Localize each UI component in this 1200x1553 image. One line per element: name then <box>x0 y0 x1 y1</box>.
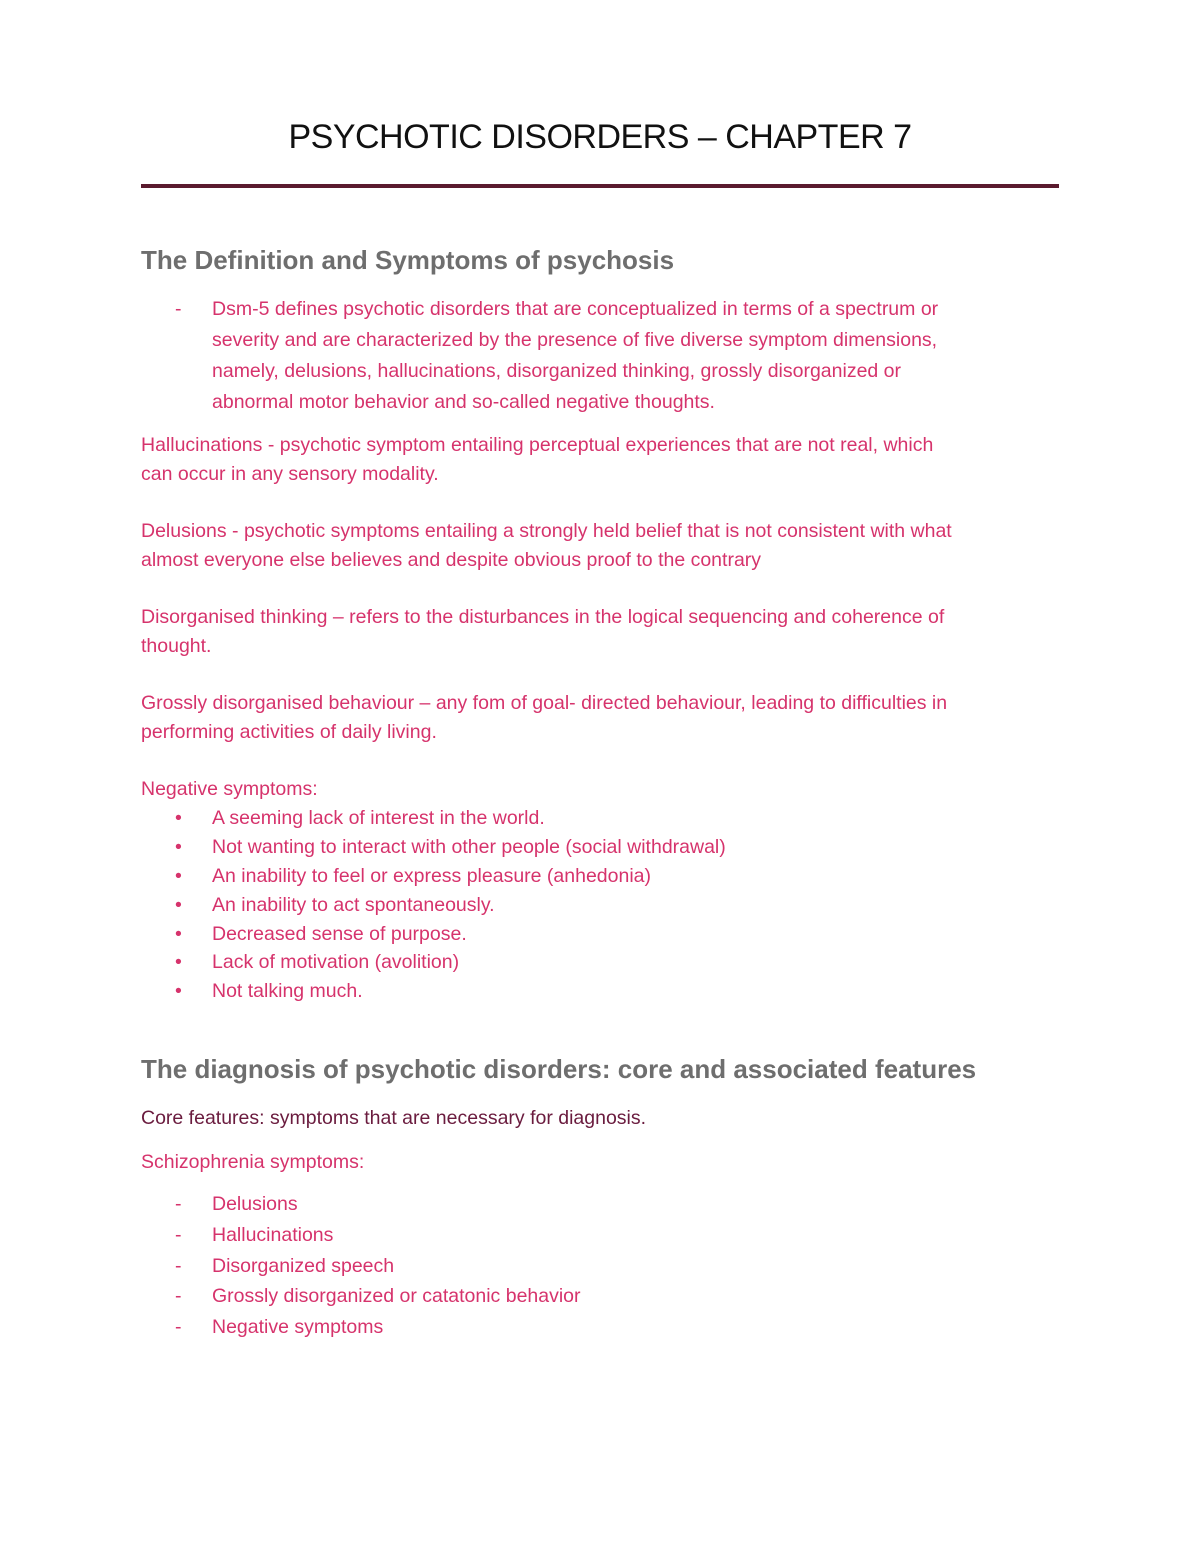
bullet-marker: • <box>175 951 182 973</box>
list-item: Lack of motivation (avolition) <box>212 951 460 973</box>
list-item: Delusions <box>212 1193 298 1215</box>
dsm-line: Dsm-5 defines psychotic disorders that are conceptualized in terms of a spectrum or <box>212 298 939 320</box>
delusions-definition: almost everyone else believes and despite obvious proof to the contrary <box>141 549 762 571</box>
list-item: Decreased sense of purpose. <box>212 923 467 945</box>
list-item: An inability to act spontaneously. <box>212 894 495 916</box>
hallucinations-definition: can occur in any sensory modality. <box>141 463 439 485</box>
dash-marker: - <box>175 1193 182 1215</box>
grossly-disorganised-definition: Grossly disorganised behaviour – any fom of goal- directed behaviour, leading to difficulties in <box>141 692 948 714</box>
hallucinations-definition: Hallucinations - psychotic symptom entailing perceptual experiences that are not real, which <box>141 434 934 456</box>
dash-marker: - <box>175 1255 182 1277</box>
list-item: Hallucinations <box>212 1224 334 1246</box>
dsm-line: severity and are characterized by the presence of five diverse symptom dimensions, <box>212 329 938 351</box>
grossly-disorganised-definition: performing activities of daily living. <box>141 721 437 743</box>
delusions-definition: Delusions - psychotic symptoms entailing a strongly held belief that is not consistent with what <box>141 520 952 542</box>
dsm-line: namely, delusions, hallucinations, disorganized thinking, grossly disorganized or <box>212 360 902 382</box>
disorganised-thinking-definition: thought. <box>141 635 212 657</box>
bullet-marker: • <box>175 894 182 916</box>
dash-marker: - <box>175 1224 182 1246</box>
dash-marker: - <box>175 1285 182 1307</box>
disorganised-thinking-definition: Disorganised thinking – refers to the disturbances in the logical sequencing and coherence of <box>141 606 945 628</box>
list-item: Disorganized speech <box>212 1255 395 1277</box>
core-features-text: Core features: symptoms that are necessary for diagnosis. <box>141 1107 647 1129</box>
list-item: Not wanting to interact with other people (social withdrawal) <box>212 836 726 858</box>
dash-marker: - <box>175 298 182 320</box>
bullet-marker: • <box>175 980 182 1002</box>
section-heading-diagnosis: The diagnosis of psychotic disorders: core and associated features <box>141 1054 977 1084</box>
list-item: A seeming lack of interest in the world. <box>212 807 545 829</box>
title-divider <box>141 184 1059 188</box>
dsm-line: abnormal motor behavior and so-called negative thoughts. <box>212 391 715 413</box>
dash-marker: - <box>175 1316 182 1338</box>
list-item: Grossly disorganized or catatonic behavior <box>212 1285 581 1307</box>
bullet-marker: • <box>175 836 182 858</box>
list-item: An inability to feel or express pleasure (anhedonia) <box>212 865 652 887</box>
section-heading-definition: The Definition and Symptoms of psychosis <box>141 245 675 275</box>
list-item: Negative symptoms <box>212 1316 384 1338</box>
bullet-marker: • <box>175 923 182 945</box>
bullet-marker: • <box>175 807 182 829</box>
schizophrenia-heading: Schizophrenia symptoms: <box>141 1151 365 1173</box>
list-item: Not talking much. <box>212 980 363 1002</box>
negative-symptoms-heading: Negative symptoms: <box>141 778 318 800</box>
page-title: PSYCHOTIC DISORDERS – CHAPTER 7 <box>288 118 912 156</box>
bullet-marker: • <box>175 865 182 887</box>
